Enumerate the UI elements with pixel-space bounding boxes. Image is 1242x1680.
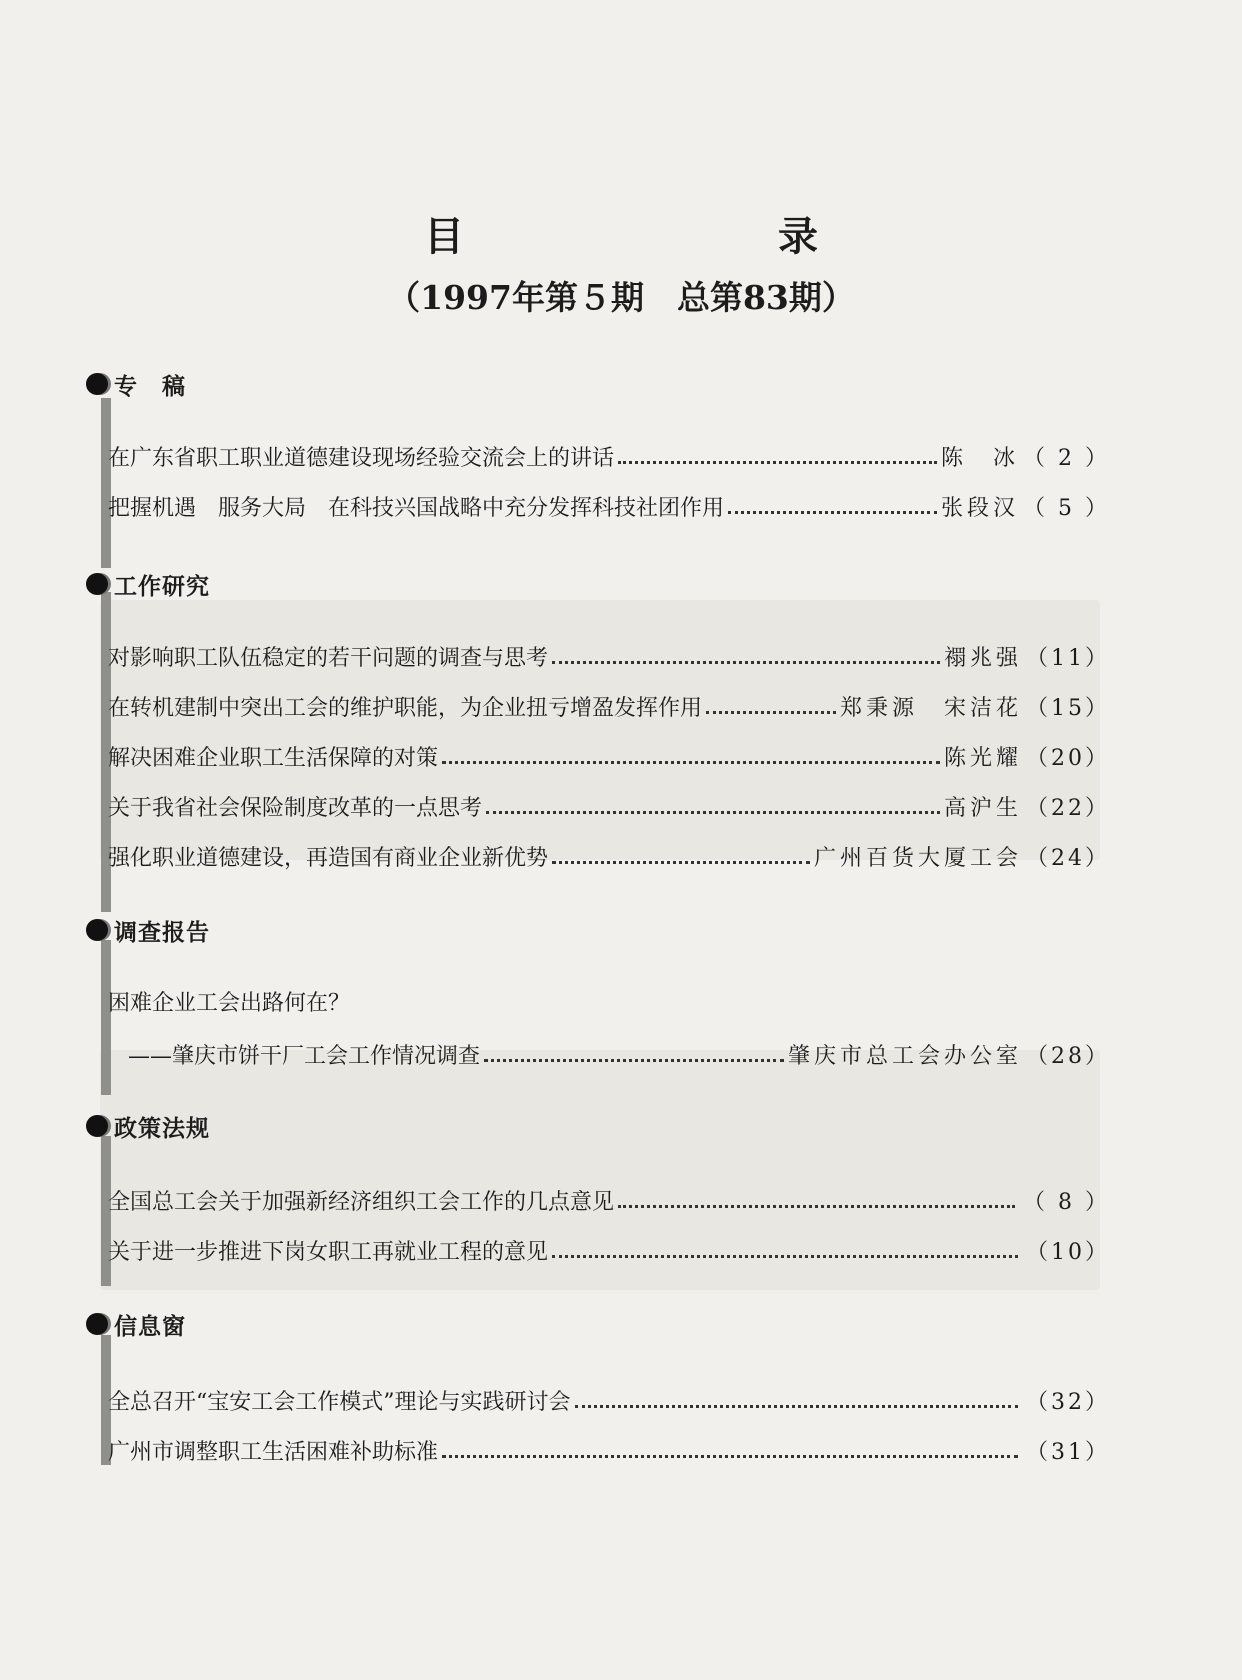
page-title: 目 录: [424, 213, 968, 260]
toc-entry[interactable]: [108, 640, 1110, 672]
leader-dots: [442, 761, 940, 764]
section-header: [86, 566, 210, 602]
section-bar: [101, 398, 111, 568]
entry-title: 全国总工会关于加强新经济组织工会工作的几点意见: [108, 1190, 615, 1215]
entry-page: （15）: [1026, 696, 1110, 721]
entry-author: 高沪生: [943, 796, 1022, 821]
leader-dots: [552, 861, 810, 864]
section-header: [86, 912, 210, 948]
section-label: 调查报告: [114, 919, 210, 946]
entry-page: （22）: [1026, 796, 1110, 821]
section-header: [86, 366, 186, 402]
issue-subtitle: （1997年第５期 总第83期）: [387, 278, 855, 317]
entry-title: 关于我省社会保险制度改革的一点思考: [108, 796, 483, 821]
entry-author: 陈光耀: [943, 746, 1022, 771]
entry-page: （ 5 ）: [1023, 496, 1110, 521]
section-label: 信息窗: [114, 1313, 186, 1340]
entry-page: （ 2 ）: [1023, 446, 1110, 471]
section-header: [86, 1306, 186, 1342]
leader-dots: [728, 511, 937, 514]
leader-dots: [706, 711, 836, 714]
entry-title: 广州市调整职工生活困难补助标准: [108, 1440, 439, 1465]
section-label: 专 稿: [114, 373, 186, 400]
toc-entry[interactable]: [108, 1234, 1110, 1266]
leader-dots: [486, 811, 940, 814]
bullet-icon: [86, 573, 108, 595]
entry-author: 郑秉源 宋洁花: [839, 696, 1022, 721]
section-label: 政策法规: [114, 1115, 210, 1142]
section-header: [86, 1108, 210, 1144]
entry-author: 陈 冰: [941, 446, 1020, 471]
toc-subheading[interactable]: [108, 985, 1110, 1017]
leader-dots: [552, 661, 940, 664]
bullet-icon: [86, 919, 108, 941]
entry-page: （24）: [1026, 846, 1110, 871]
entry-page: （32）: [1026, 1390, 1110, 1415]
entry-author: 肇庆市总工会办公室: [787, 1044, 1022, 1069]
entry-page: （11）: [1026, 646, 1110, 671]
entry-title: 解决困难企业职工生活保障的对策: [108, 746, 439, 771]
section-bar: [101, 940, 111, 1095]
leader-dots: [618, 461, 937, 464]
entry-title: 在广东省职工职业道德建设现场经验交流会上的讲话: [108, 446, 615, 471]
leader-dots: [552, 1255, 1018, 1258]
toc-entry[interactable]: [108, 1384, 1110, 1416]
bullet-icon: [86, 373, 108, 395]
leader-dots: [575, 1405, 1019, 1408]
entry-author: 广州百货大厦工会: [813, 846, 1022, 871]
toc-entry[interactable]: [108, 440, 1110, 472]
toc-entry[interactable]: [108, 1184, 1110, 1216]
leader-dots: [442, 1455, 1018, 1458]
leader-dots: [618, 1205, 1015, 1208]
leader-dots: [484, 1059, 784, 1062]
entry-page: （ 8 ）: [1023, 1190, 1110, 1215]
entry-page: （31）: [1026, 1440, 1110, 1465]
entry-title: 关于进一步推进下岗女职工再就业工程的意见: [108, 1240, 549, 1265]
section-label: 工作研究: [114, 573, 210, 600]
entry-title: 全总召开“宝安工会工作模式”理论与实践研讨会: [108, 1390, 571, 1415]
bullet-icon: [86, 1115, 108, 1137]
entry-page: （28）: [1026, 1044, 1110, 1069]
toc-entry[interactable]: [108, 790, 1110, 822]
entry-title: 在转机建制中突出工会的维护职能，为企业扭亏增盈发挥作用: [108, 696, 703, 721]
entry-title: ——肇庆市饼干厂工会工作情况调查: [128, 1044, 481, 1069]
toc-entry[interactable]: [108, 840, 1110, 872]
toc-entry[interactable]: [128, 1038, 1110, 1070]
entry-author: 张段汉: [941, 496, 1020, 521]
toc-entry[interactable]: [108, 1434, 1110, 1466]
toc-entry[interactable]: [108, 740, 1110, 772]
bullet-icon: [86, 1313, 108, 1335]
entry-page: （10）: [1026, 1240, 1110, 1265]
toc-entry[interactable]: [108, 690, 1110, 722]
entry-title: 强化职业道德建设，再造国有商业企业新优势: [108, 846, 549, 871]
entry-heading: 困难企业工会出路何在？: [108, 991, 351, 1016]
entry-page: （20）: [1026, 746, 1110, 771]
entry-title: 对影响职工队伍稳定的若干问题的调查与思考: [108, 646, 549, 671]
toc-entry[interactable]: [108, 490, 1110, 522]
entry-title: 把握机遇 服务大局 在科技兴国战略中充分发挥科技社团作用: [108, 496, 725, 521]
entry-author: 禤兆强: [943, 646, 1022, 671]
